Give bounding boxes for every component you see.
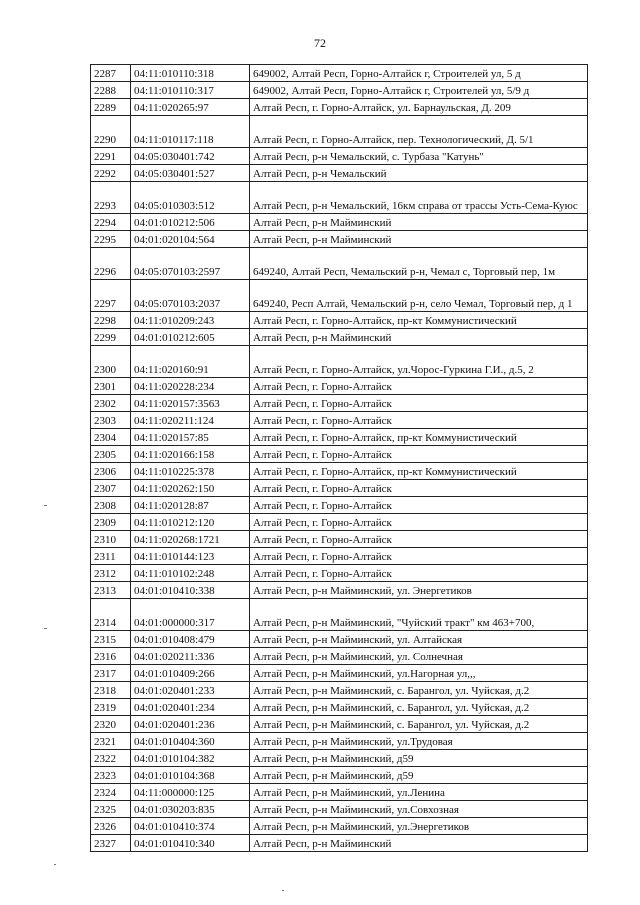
table-row	[91, 182, 588, 214]
address-cell: Алтай Респ, р-н Майминский, ул. Алтайская	[250, 631, 588, 648]
table-row	[91, 716, 588, 733]
table-row	[91, 395, 588, 412]
cadastral-number: 04:01:010104:382	[131, 750, 250, 767]
row-number: 2312	[91, 565, 131, 582]
table-row	[91, 248, 588, 280]
address-cell: Алтай Респ, г. Горно-Алтайск, ул. Барнаульская, Д. 209	[250, 99, 588, 116]
row-number: 2310	[91, 531, 131, 548]
cadastral-number: 04:01:020401:236	[131, 716, 250, 733]
table-row	[91, 148, 588, 165]
row-number: 2292	[91, 165, 131, 182]
row-number: 2316	[91, 648, 131, 665]
address-cell: Алтай Респ, г. Горно-Алтайск	[250, 497, 588, 514]
cadastral-number: 04:01:000000:317	[131, 599, 250, 631]
cadastral-number: 04:11:000000:125	[131, 784, 250, 801]
address-cell: Алтай Респ, р-н Майминский, ул.Энергетиков	[250, 818, 588, 835]
row-number: 2293	[91, 182, 131, 214]
table-row	[91, 514, 588, 531]
table-row	[91, 565, 588, 582]
table-row	[91, 531, 588, 548]
address-cell: Алтай Респ, г. Горно-Алтайск	[250, 531, 588, 548]
address-cell: Алтай Респ, г. Горно-Алтайск	[250, 514, 588, 531]
address-cell: Алтай Респ, р-н Чемальский, 16км справа от трассы Усть-Сема-Куюс	[250, 182, 588, 214]
table-row	[91, 750, 588, 767]
table-row	[91, 497, 588, 514]
row-number: 2318	[91, 682, 131, 699]
scan-mark	[54, 864, 56, 865]
address-cell: Алтай Респ, р-н Майминский	[250, 214, 588, 231]
address-cell: Алтай Респ, р-н Майминский	[250, 231, 588, 248]
address-cell: Алтай Респ, г. Горно-Алтайск	[250, 395, 588, 412]
row-number: 2322	[91, 750, 131, 767]
address-cell: Алтай Респ, р-н Чемальский, с. Турбаза "Катунь"	[250, 148, 588, 165]
cadastral-number: 04:01:010104:368	[131, 767, 250, 784]
address-cell: Алтай Респ, р-н Майминский, ул. Солнечная	[250, 648, 588, 665]
table-row	[91, 548, 588, 565]
table-row	[91, 165, 588, 182]
cadastral-number: 04:05:030401:742	[131, 148, 250, 165]
cadastral-number: 04:11:010110:317	[131, 82, 250, 99]
row-number: 2304	[91, 429, 131, 446]
row-number: 2290	[91, 116, 131, 148]
scan-mark	[44, 505, 47, 506]
cadastral-number: 04:01:030203:835	[131, 801, 250, 818]
row-number: 2301	[91, 378, 131, 395]
table-row	[91, 699, 588, 716]
row-number: 2297	[91, 280, 131, 312]
row-number: 2299	[91, 329, 131, 346]
address-cell: Алтай Респ, г. Горно-Алтайск, ул.Чорос-Гуркина Г.И., д.5, 2	[250, 346, 588, 378]
cadastral-number: 04:11:020228:234	[131, 378, 250, 395]
row-number: 2289	[91, 99, 131, 116]
address-cell: Алтай Респ, р-н Майминский, д59	[250, 767, 588, 784]
table-row	[91, 733, 588, 750]
table-row	[91, 784, 588, 801]
cadastral-number: 04:05:070103:2597	[131, 248, 250, 280]
cadastral-number: 04:01:010212:605	[131, 329, 250, 346]
address-cell: Алтай Респ, г. Горно-Алтайск, пер. Технологический, Д. 5/1	[250, 116, 588, 148]
table-row	[91, 582, 588, 599]
row-number: 2306	[91, 463, 131, 480]
table-row	[91, 429, 588, 446]
address-cell: Алтай Респ, р-н Майминский, ул. Энергетиков	[250, 582, 588, 599]
row-number: 2319	[91, 699, 131, 716]
row-number: 2323	[91, 767, 131, 784]
cadastral-number: 04:11:010110:318	[131, 65, 250, 82]
address-cell: Алтай Респ, р-н Майминский, ул.Нагорная ул,,,	[250, 665, 588, 682]
address-cell: Алтай Респ, р-н Майминский, с. Барангол, ул. Чуйская, д.2	[250, 716, 588, 733]
table-row	[91, 463, 588, 480]
row-number: 2313	[91, 582, 131, 599]
address-cell: Алтай Респ, г. Горно-Алтайск	[250, 480, 588, 497]
cadastral-number: 04:01:010410:338	[131, 582, 250, 599]
cadastral-number: 04:11:020211:124	[131, 412, 250, 429]
address-cell: 649002, Алтай Респ, Горно-Алтайск г, Строителей ул, 5/9 д	[250, 82, 588, 99]
page-number: 72	[314, 36, 326, 50]
address-cell: Алтай Респ, г. Горно-Алтайск, пр-кт Коммунистический	[250, 429, 588, 446]
cadastral-number: 04:11:010225:378	[131, 463, 250, 480]
cadastral-number: 04:11:010212:120	[131, 514, 250, 531]
row-number: 2302	[91, 395, 131, 412]
cadastral-number: 04:11:020157:3563	[131, 395, 250, 412]
table-row	[91, 378, 588, 395]
table-row	[91, 412, 588, 429]
table-row	[91, 767, 588, 784]
row-number: 2326	[91, 818, 131, 835]
address-cell: Алтай Респ, г. Горно-Алтайск, пр-кт Коммунистический	[250, 463, 588, 480]
address-cell: Алтай Респ, г. Горно-Алтайск, пр-кт Коммунистический	[250, 312, 588, 329]
cadastral-number: 04:05:070103:2037	[131, 280, 250, 312]
cadastral-number: 04:11:020160:91	[131, 346, 250, 378]
table-row	[91, 99, 588, 116]
address-cell: Алтай Респ, р-н Майминский, с. Барангол, ул. Чуйская, д.2	[250, 699, 588, 716]
address-cell: Алтай Респ, р-н Майминский, д59	[250, 750, 588, 767]
table-row	[91, 312, 588, 329]
cadastral-number: 04:01:010404:360	[131, 733, 250, 750]
row-number: 2325	[91, 801, 131, 818]
cadastral-number: 04:05:030401:527	[131, 165, 250, 182]
row-number: 2305	[91, 446, 131, 463]
table-row	[91, 665, 588, 682]
row-number: 2317	[91, 665, 131, 682]
address-cell: Алтай Респ, р-н Майминский, "Чуйский тракт" км 463+700,	[250, 599, 588, 631]
cadastral-number: 04:11:010144:123	[131, 548, 250, 565]
cadastral-number: 04:01:020211:336	[131, 648, 250, 665]
row-number: 2298	[91, 312, 131, 329]
cadastral-number: 04:11:020268:1721	[131, 531, 250, 548]
address-cell: 649240, Алтай Респ, Чемальский р-н, Чемал с, Торговый пер, 1м	[250, 248, 588, 280]
cadastral-number: 04:11:020262:150	[131, 480, 250, 497]
property-registry-table	[90, 64, 588, 852]
row-number: 2300	[91, 346, 131, 378]
address-cell: 649240, Респ Алтай, Чемальский р-н, село Чемал, Торговый пер, д 1	[250, 280, 588, 312]
table-row	[91, 280, 588, 312]
scan-mark	[282, 890, 284, 891]
cadastral-number: 04:11:010102:248	[131, 565, 250, 582]
cadastral-number: 04:01:010410:374	[131, 818, 250, 835]
row-number: 2296	[91, 248, 131, 280]
address-cell: Алтай Респ, р-н Майминский, с. Барангол, ул. Чуйская, д.2	[250, 682, 588, 699]
row-number: 2327	[91, 835, 131, 852]
table-row	[91, 682, 588, 699]
row-number: 2320	[91, 716, 131, 733]
row-number: 2294	[91, 214, 131, 231]
table-row	[91, 65, 588, 82]
table-row	[91, 835, 588, 852]
address-cell: Алтай Респ, р-н Майминский, ул.Совхозная	[250, 801, 588, 818]
table-row	[91, 116, 588, 148]
cadastral-number: 04:01:020401:234	[131, 699, 250, 716]
cadastral-number: 04:01:020401:233	[131, 682, 250, 699]
scan-mark	[44, 628, 47, 629]
address-cell: 649002, Алтай Респ, Горно-Алтайск г, Строителей ул, 5 д	[250, 65, 588, 82]
row-number: 2315	[91, 631, 131, 648]
table-row	[91, 818, 588, 835]
table-row	[91, 599, 588, 631]
cadastral-number: 04:11:020157:85	[131, 429, 250, 446]
cadastral-number: 04:01:010410:340	[131, 835, 250, 852]
address-cell: Алтай Респ, р-н Майминский	[250, 835, 588, 852]
cadastral-number: 04:11:010209:243	[131, 312, 250, 329]
row-number: 2288	[91, 82, 131, 99]
address-cell: Алтай Респ, р-н Майминский, ул.Ленина	[250, 784, 588, 801]
row-number: 2287	[91, 65, 131, 82]
row-number: 2303	[91, 412, 131, 429]
table-row	[91, 631, 588, 648]
cadastral-number: 04:05:010303:512	[131, 182, 250, 214]
address-cell: Алтай Респ, г. Горно-Алтайск	[250, 565, 588, 582]
row-number: 2307	[91, 480, 131, 497]
cadastral-number: 04:11:010117:118	[131, 116, 250, 148]
cadastral-number: 04:01:010212:506	[131, 214, 250, 231]
table-row	[91, 214, 588, 231]
cadastral-number: 04:01:010408:479	[131, 631, 250, 648]
cadastral-number: 04:01:020104:564	[131, 231, 250, 248]
table-row	[91, 480, 588, 497]
row-number: 2321	[91, 733, 131, 750]
row-number: 2291	[91, 148, 131, 165]
address-cell: Алтай Респ, р-н Майминский, ул.Трудовая	[250, 733, 588, 750]
row-number: 2311	[91, 548, 131, 565]
address-cell: Алтай Респ, г. Горно-Алтайск	[250, 548, 588, 565]
row-number: 2309	[91, 514, 131, 531]
table-row	[91, 329, 588, 346]
address-cell: Алтай Респ, р-н Майминский	[250, 329, 588, 346]
cadastral-number: 04:01:010409:266	[131, 665, 250, 682]
table-row	[91, 82, 588, 99]
cadastral-number: 04:11:020128:87	[131, 497, 250, 514]
row-number: 2324	[91, 784, 131, 801]
cadastral-number: 04:11:020166:158	[131, 446, 250, 463]
table-row	[91, 801, 588, 818]
address-cell: Алтай Респ, г. Горно-Алтайск	[250, 446, 588, 463]
row-number: 2308	[91, 497, 131, 514]
row-number: 2314	[91, 599, 131, 631]
table-row	[91, 346, 588, 378]
cadastral-number: 04:11:020265:97	[131, 99, 250, 116]
registry-body	[91, 65, 588, 852]
table-row	[91, 648, 588, 665]
row-number: 2295	[91, 231, 131, 248]
address-cell: Алтай Респ, р-н Чемальский	[250, 165, 588, 182]
address-cell: Алтай Респ, г. Горно-Алтайск	[250, 412, 588, 429]
table-row	[91, 231, 588, 248]
table-row	[91, 446, 588, 463]
address-cell: Алтай Респ, г. Горно-Алтайск	[250, 378, 588, 395]
